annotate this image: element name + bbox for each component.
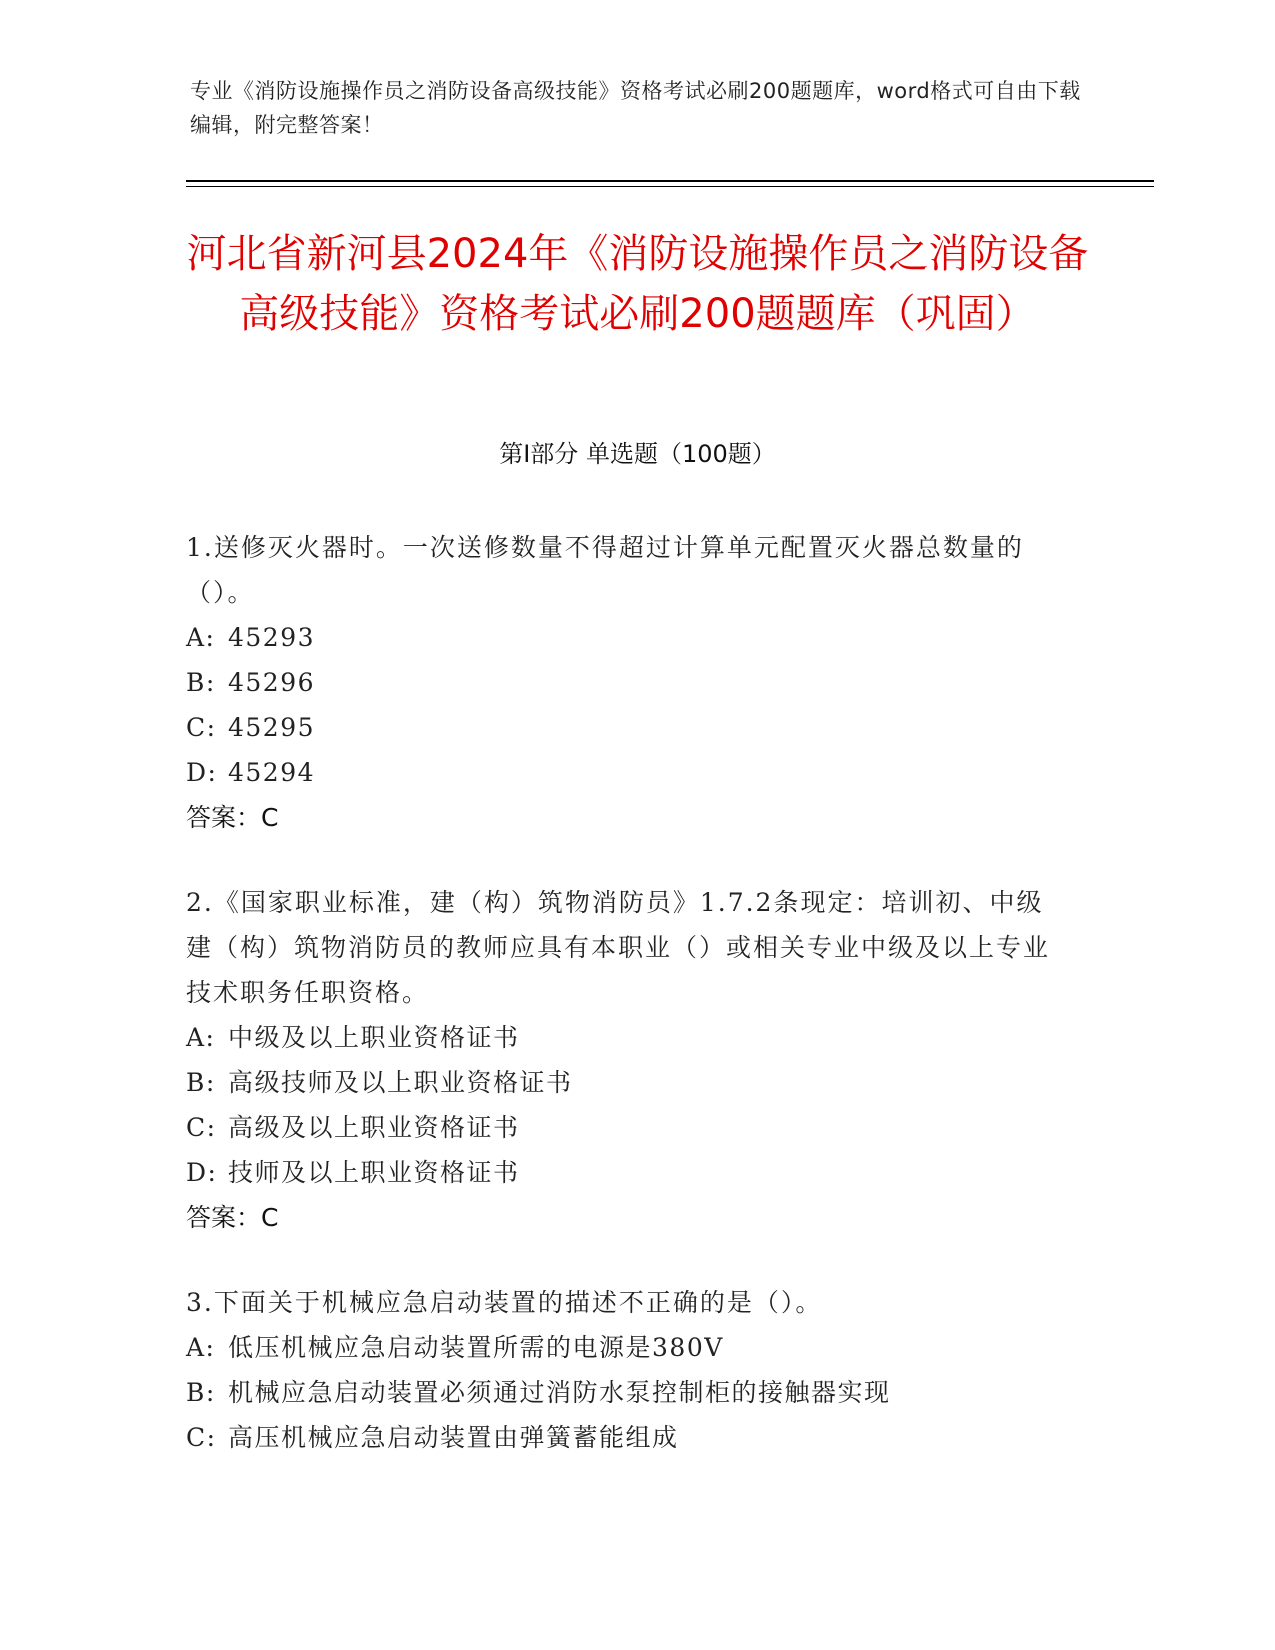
option-d <box>186 1150 1066 1195</box>
option-key: B: <box>186 668 216 697</box>
option-key: D: <box>186 758 218 787</box>
option-text: 高压机械应急启动装置由弹簧蓄能组成 <box>228 1423 679 1452</box>
option-text: 中级及以上职业资格证书 <box>228 1023 520 1052</box>
option-key: A: <box>186 623 216 652</box>
document-title: 河北省新河县2024年《消防设施操作员之消防设备高级技能》资格考试必刷200题题库（巩固） <box>186 231 1089 337</box>
answer: 答案：C <box>186 803 279 832</box>
option-key: D: <box>186 1158 218 1187</box>
option-key: A: <box>186 1023 216 1052</box>
question-list <box>186 525 1066 1500</box>
option-text: 机械应急启动装置必须通过消防水泵控制柜的接触器实现 <box>228 1378 891 1407</box>
header-divider-thin <box>186 186 1154 187</box>
question-stem: 2.《国家职业标准，建（构）筑物消防员》1.7.2条现定：培训初、中级建（构）筑物消防员的教师应具有本职业（）或相关专业中级及以上专业技术职务任职资格。 <box>186 888 1051 1007</box>
section-heading: 第I部分 单选题（100题） <box>499 440 776 468</box>
option-text: 45295 <box>228 713 316 742</box>
option-b <box>186 1060 1066 1105</box>
question-stem: 1.送修灭火器时。一次送修数量不得超过计算单元配置灭火器总数量的（）。 <box>186 533 1024 607</box>
option-d <box>186 750 1066 795</box>
option-key: B: <box>186 1378 216 1407</box>
option-text: 高级技师及以上职业资格证书 <box>228 1068 573 1097</box>
option-key: A: <box>186 1333 216 1362</box>
option-text: 45296 <box>228 668 316 697</box>
option-text: 低压机械应急启动装置所需的电源是380V <box>228 1333 724 1362</box>
option-text: 高级及以上职业资格证书 <box>228 1113 520 1142</box>
option-b <box>186 660 1066 705</box>
option-key: C: <box>186 1113 217 1142</box>
option-key: B: <box>186 1068 216 1097</box>
option-text: 45293 <box>228 623 316 652</box>
option-a <box>186 1015 1066 1060</box>
question-3 <box>186 1280 1066 1460</box>
question-stem: 3.下面关于机械应急启动装置的描述不正确的是（）。 <box>186 1288 823 1317</box>
option-text: 技师及以上职业资格证书 <box>228 1158 520 1187</box>
header-divider-thick <box>186 180 1154 182</box>
option-key: C: <box>186 1423 217 1452</box>
option-c <box>186 705 1066 750</box>
option-c <box>186 1105 1066 1150</box>
question-2 <box>186 880 1066 1240</box>
option-key: C: <box>186 713 217 742</box>
option-text: 45294 <box>228 758 316 787</box>
question-1 <box>186 525 1066 840</box>
option-b <box>186 1370 1066 1415</box>
option-c <box>186 1415 1066 1460</box>
header-note: 专业《消防设施操作员之消防设备高级技能》资格考试必刷200题题库，word格式可自由下载编辑，附完整答案！ <box>190 79 1081 137</box>
option-a <box>186 1325 1066 1370</box>
answer: 答案：C <box>186 1203 279 1232</box>
option-a <box>186 615 1066 660</box>
